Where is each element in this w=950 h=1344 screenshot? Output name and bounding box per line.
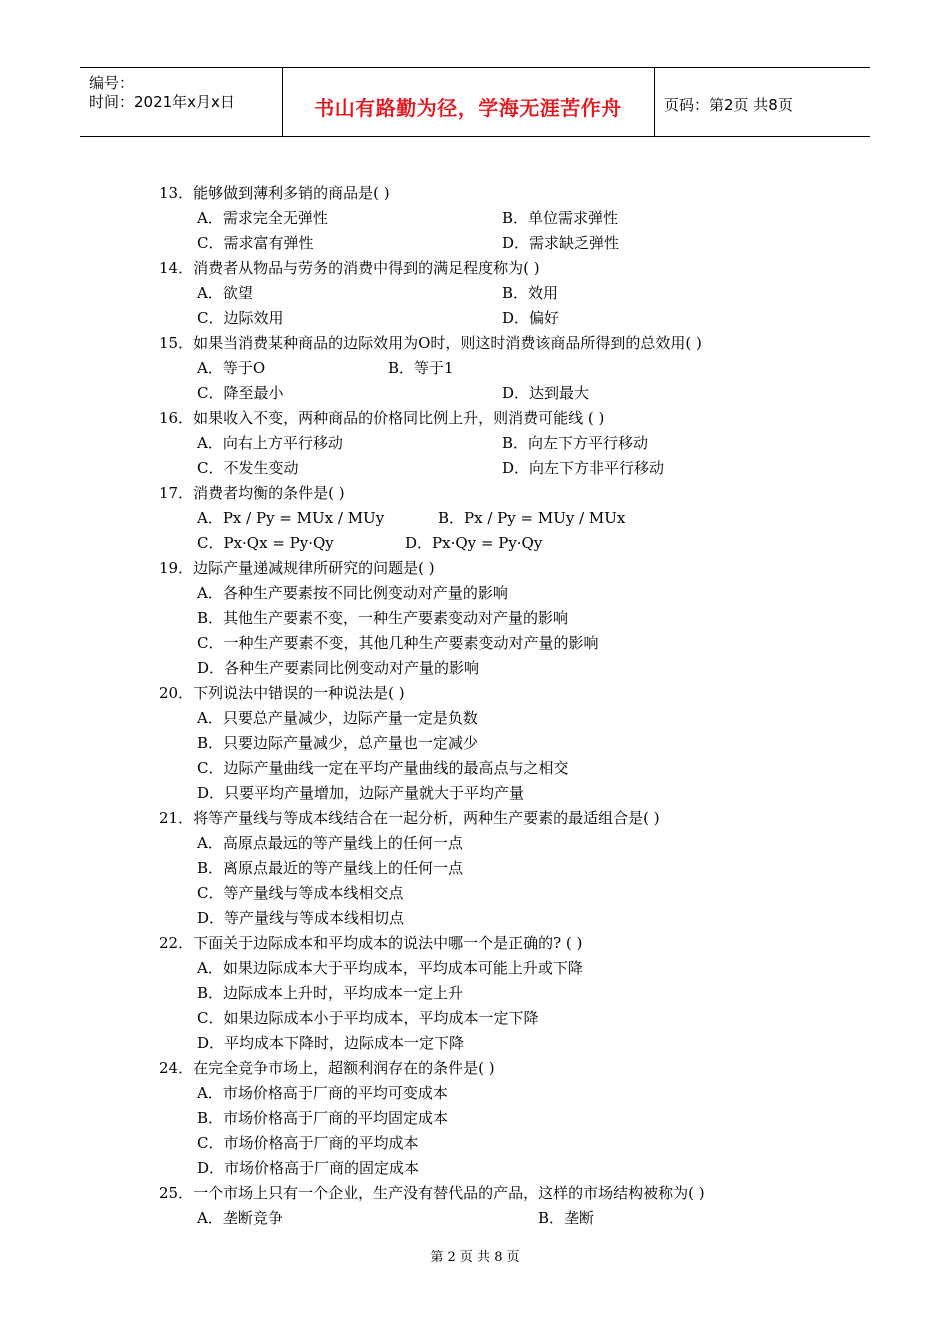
header-page-cell bbox=[654, 68, 870, 136]
page-footer: 第 2 页 共 8 页 bbox=[430, 1250, 520, 1265]
header-motto: 书山有路勤为径，学海无涯苦作舟 bbox=[314, 96, 622, 120]
question-13-option-d: D．需求缺乏弹性 bbox=[502, 234, 620, 252]
question-15-option-c: C．降至最小 bbox=[197, 384, 284, 402]
question-20-option-d: D．只要平均产量增加，边际产量就大于平均产量 bbox=[197, 784, 525, 802]
question-21-option-b: B．离原点最近的等产量线上的任何一点 bbox=[197, 859, 464, 877]
question-21-option-a: A．高原点最远的等产量线上的任何一点 bbox=[197, 834, 463, 852]
question-20-stem: 20．下列说法中错误的一种说法是( ) bbox=[159, 684, 405, 702]
question-16-stem: 16．如果收入不变，两种商品的价格同比例上升，则消费可能线 ( ) bbox=[159, 409, 605, 427]
header-meta-cell bbox=[80, 68, 283, 136]
question-24-option-b: B．市场价格高于厂商的平均固定成本 bbox=[197, 1109, 449, 1127]
question-21-stem: 21．将等产量线与等成本线结合在一起分析，两种生产要素的最适组合是( ) bbox=[159, 809, 660, 827]
question-24-stem: 24．在完全竞争市场上，超额利润存在的条件是( ) bbox=[159, 1059, 495, 1077]
question-17-option-c: C．Px·Qx = Py·Qy bbox=[197, 534, 334, 552]
header-motto-cell bbox=[282, 68, 655, 136]
question-14-option-a: A．欲望 bbox=[197, 284, 253, 302]
question-17-option-a: A．Px / Py = MUx / MUy bbox=[197, 509, 385, 527]
question-13-option-a: A．需求完全无弹性 bbox=[197, 209, 328, 227]
question-20-option-a: A．只要总产量减少，边际产量一定是负数 bbox=[197, 709, 478, 727]
question-21-option-c: C．等产量线与等成本线相交点 bbox=[197, 884, 404, 902]
question-19-option-b: B．其他生产要素不变，一种生产要素变动对产量的影响 bbox=[197, 609, 569, 627]
document-time-label: 时间：2021年x月x日 bbox=[89, 93, 235, 111]
question-25-stem: 25．一个市场上只有一个企业，生产没有替代品的产品，这样的市场结构被称为( ) bbox=[159, 1184, 705, 1202]
question-19-option-a: A．各种生产要素按不同比例变动对产量的影响 bbox=[197, 584, 508, 602]
question-15-option-a: A．等于O bbox=[197, 359, 266, 377]
question-15-option-b: B．等于1 bbox=[388, 359, 454, 377]
question-17-option-b: B．Px / Py = MUy / MUx bbox=[438, 509, 626, 527]
question-17-option-d: D．Px·Qy = Py·Qy bbox=[405, 534, 543, 552]
document-number-label: 编号： bbox=[89, 74, 135, 92]
question-22-option-c: C．如果边际成本小于平均成本，平均成本一定下降 bbox=[197, 1009, 539, 1027]
page-header bbox=[80, 67, 870, 137]
question-16-option-b: B．向左下方平行移动 bbox=[502, 434, 649, 452]
question-22-option-b: B．边际成本上升时，平均成本一定上升 bbox=[197, 984, 464, 1002]
header-page-number: 页码：第2页 共8页 bbox=[664, 96, 793, 114]
question-13-option-b: B．单位需求弹性 bbox=[502, 209, 619, 227]
question-16-option-d: D．向左下方非平行移动 bbox=[502, 459, 665, 477]
question-17-stem: 17．消费者均衡的条件是( ) bbox=[159, 484, 345, 502]
question-14-option-b: B．效用 bbox=[502, 284, 559, 302]
question-20-option-c: C．边际产量曲线一定在平均产量曲线的最高点与之相交 bbox=[197, 759, 569, 777]
question-13-stem: 13．能够做到薄利多销的商品是( ) bbox=[159, 184, 390, 202]
question-20-option-b: B．只要边际产量减少，总产量也一定减少 bbox=[197, 734, 479, 752]
question-25-option-a: A．垄断竞争 bbox=[197, 1209, 283, 1227]
question-24-option-d: D．市场价格高于厂商的固定成本 bbox=[197, 1159, 420, 1177]
question-19-option-c: C．一种生产要素不变，其他几种生产要素变动对产量的影响 bbox=[197, 634, 599, 652]
question-25-option-b: B．垄断 bbox=[538, 1209, 595, 1227]
question-16-option-c: C．不发生变动 bbox=[197, 459, 299, 477]
question-14-stem: 14．消费者从物品与劳务的消费中得到的满足程度称为( ) bbox=[159, 259, 540, 277]
question-14-option-d: D．偏好 bbox=[502, 309, 560, 327]
question-19-option-d: D．各种生产要素同比例变动对产量的影响 bbox=[197, 659, 480, 677]
question-21-option-d: D．等产量线与等成本线相切点 bbox=[197, 909, 405, 927]
question-13-option-c: C．需求富有弹性 bbox=[197, 234, 314, 252]
question-16-option-a: A．向右上方平行移动 bbox=[197, 434, 343, 452]
question-19-stem: 19．边际产量递减规律所研究的问题是( ) bbox=[159, 559, 435, 577]
question-15-stem: 15．如果当消费某种商品的边际效用为O时，则这时消费该商品所得到的总效用( ) bbox=[159, 334, 702, 352]
question-14-option-c: C．边际效用 bbox=[197, 309, 284, 327]
question-15-option-d: D．达到最大 bbox=[502, 384, 590, 402]
question-24-option-a: A．市场价格高于厂商的平均可变成本 bbox=[197, 1084, 448, 1102]
question-22-stem: 22．下面关于边际成本和平均成本的说法中哪一个是正确的? ( ) bbox=[159, 934, 583, 952]
question-24-option-c: C．市场价格高于厂商的平均成本 bbox=[197, 1134, 419, 1152]
question-22-option-d: D．平均成本下降时，边际成本一定下降 bbox=[197, 1034, 465, 1052]
question-22-option-a: A．如果边际成本大于平均成本，平均成本可能上升或下降 bbox=[197, 959, 583, 977]
